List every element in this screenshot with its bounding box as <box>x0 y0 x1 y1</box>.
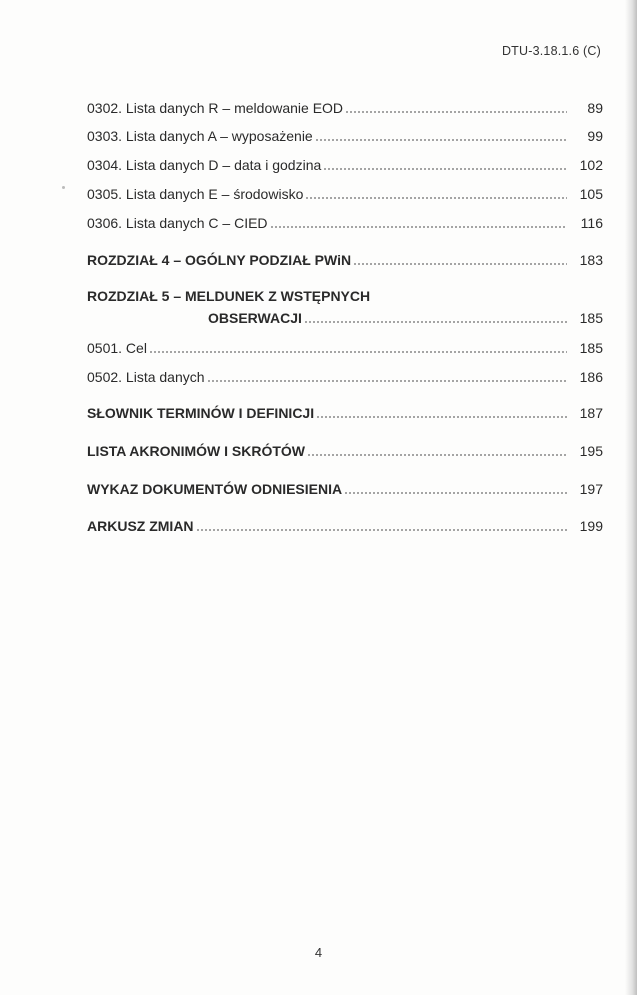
page-number: 4 <box>314 945 323 960</box>
toc-entry-title: 0305. Lista danych E – środowisko <box>87 186 304 202</box>
toc-entry-page: 89 <box>587 100 603 116</box>
toc-entry-title: ROZDZIAŁ 4 – OGÓLNY PODZIAŁ PWiN <box>87 252 352 268</box>
toc-entry-changes[interactable] <box>87 513 603 535</box>
toc-entry-page: 199 <box>579 518 603 534</box>
dot-leader <box>307 454 567 456</box>
toc-entry-title: 0302. Lista danych R – meldowanie EOD <box>87 100 344 116</box>
toc-entry-0302[interactable] <box>87 95 603 117</box>
dot-leader <box>323 168 567 170</box>
toc-entry-page: 185 <box>579 340 603 356</box>
dot-leader <box>196 529 567 531</box>
toc-entry-glossary[interactable] <box>87 400 603 422</box>
dot-leader <box>270 226 567 228</box>
toc-entry-page: 186 <box>579 369 603 385</box>
toc-entry-title: ARKUSZ ZMIAN <box>87 518 194 534</box>
toc-entry-title: SŁOWNIK TERMINÓW I DEFINICJI <box>87 405 315 421</box>
toc-entry-page: 187 <box>579 405 603 421</box>
page-edge-shadow <box>625 0 637 995</box>
toc-entry-title: 0306. Lista danych C – CIED <box>87 215 268 231</box>
toc-entry-page: 105 <box>579 186 603 202</box>
document-id-header: DTU-3.18.1.6 (C) <box>501 44 601 58</box>
toc-entry-page: 197 <box>579 481 603 497</box>
dot-leader <box>316 416 567 418</box>
toc-entry-references[interactable] <box>87 476 603 498</box>
toc-entry-0305[interactable] <box>87 181 603 203</box>
toc-entry-0306[interactable] <box>87 210 603 232</box>
toc-entry-0502[interactable] <box>87 364 603 386</box>
toc-entry-page: 183 <box>579 252 603 268</box>
dot-leader <box>345 111 567 113</box>
toc-entry-0303[interactable] <box>87 123 603 145</box>
toc-entry-chapter-5[interactable] <box>87 305 603 327</box>
dot-leader <box>353 263 567 265</box>
toc-entry-title: WYKAZ DOKUMENTÓW ODNIESIENIA <box>87 481 343 497</box>
toc-entry-chapter-5-line1: ROZDZIAŁ 5 – MELDUNEK Z WSTĘPNYCH <box>87 288 371 304</box>
scan-speck <box>62 186 65 189</box>
dot-leader <box>149 351 567 353</box>
toc-entry-page: 102 <box>579 157 603 173</box>
toc-entry-title: LISTA AKRONIMÓW I SKRÓTÓW <box>87 443 306 459</box>
toc-entry-title: 0303. Lista danych A – wyposażenie <box>87 128 313 144</box>
dot-leader <box>344 492 567 494</box>
dot-leader <box>207 380 567 382</box>
toc-entry-title: 0304. Lista danych D – data i godzina <box>87 157 322 173</box>
dot-leader <box>315 139 567 141</box>
toc-entry-title: 0502. Lista danych <box>87 369 205 385</box>
toc-entry-page: 99 <box>587 128 603 144</box>
toc-entry-title: OBSERWACJI <box>208 310 302 326</box>
toc-entry-chapter-4[interactable] <box>87 247 603 269</box>
toc-entry-page: 116 <box>580 215 603 231</box>
toc-entry-acronyms[interactable] <box>87 438 603 460</box>
toc-entry-0304[interactable] <box>87 152 603 174</box>
toc-entry-title: 0501. Cel <box>87 340 147 356</box>
dot-leader <box>305 197 567 199</box>
dot-leader <box>304 321 567 323</box>
toc-entry-page: 185 <box>579 310 603 326</box>
toc-entry-0501[interactable] <box>87 335 603 357</box>
toc-entry-page: 195 <box>579 443 603 459</box>
